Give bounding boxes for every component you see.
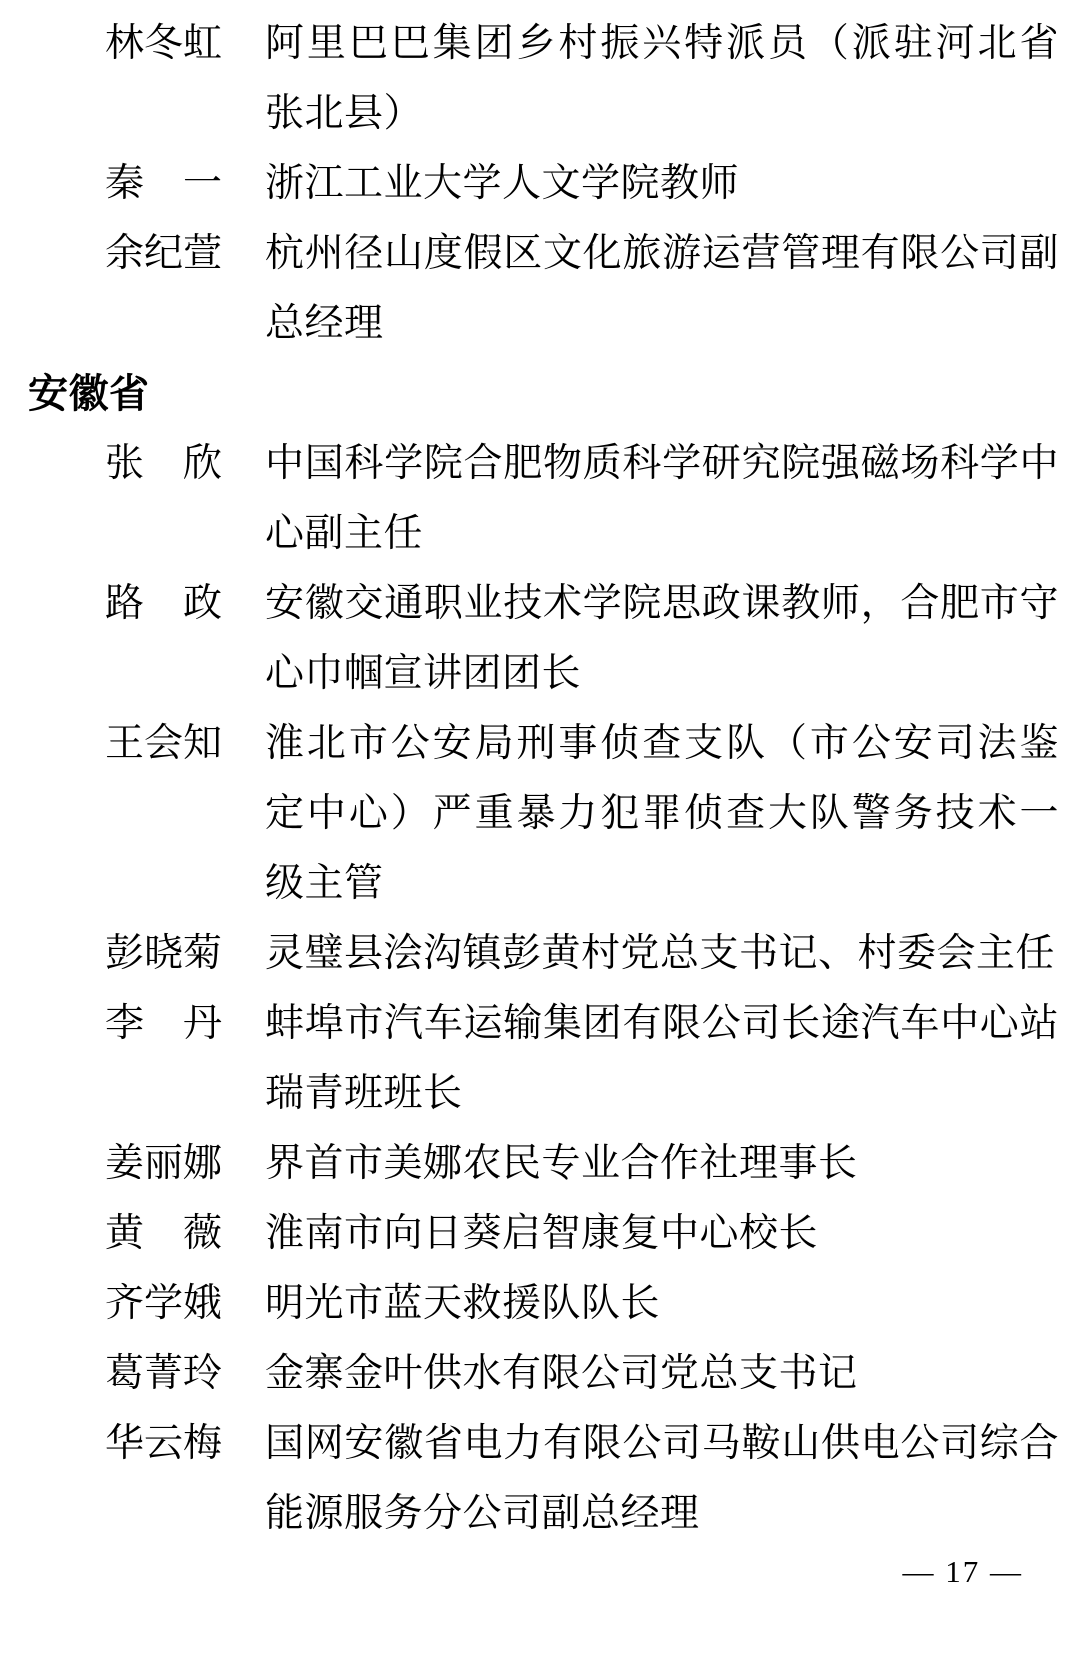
honoree-title bbox=[265, 1199, 1059, 1269]
honoree-entry bbox=[0, 149, 1080, 219]
honoree-entry bbox=[0, 1199, 1080, 1269]
province-section-header: 安徽省 bbox=[28, 372, 150, 416]
honoree-title-line: 张北县） bbox=[265, 92, 424, 135]
honoree-entry bbox=[0, 219, 1080, 359]
honoree-title bbox=[265, 1409, 1059, 1549]
honoree-title bbox=[265, 219, 1059, 359]
honoree-title-line: 定中心）严重暴力犯罪侦查大队警务技术一 bbox=[265, 792, 1059, 835]
honoree-title-line: 蚌埠市汽车运输集团有限公司长途汽车中心站 bbox=[265, 1002, 1059, 1045]
honoree-title-line: 心巾帼宣讲团团长 bbox=[265, 652, 582, 695]
honoree-title-line: 总经理 bbox=[265, 302, 384, 345]
honoree-title-line: 安徽交通职业技术学院思政课教师，合肥市守 bbox=[265, 582, 1059, 625]
honoree-title-line: 阿里巴巴集团乡村振兴特派员（派驻河北省 bbox=[265, 22, 1059, 65]
honoree-title bbox=[265, 1129, 1059, 1199]
honoree-entry bbox=[0, 9, 1080, 149]
honoree-title-line: 能源服务分公司副总经理 bbox=[265, 1492, 700, 1535]
honoree-title-line: 中国科学院合肥物质科学研究院强磁场科学中 bbox=[265, 442, 1059, 485]
honoree-name: 华云梅 bbox=[105, 1422, 223, 1465]
honoree-name: 齐学娥 bbox=[105, 1282, 223, 1325]
honoree-title-line: 界首市美娜农民专业合作社理事长 bbox=[265, 1142, 858, 1185]
honoree-name: 王会知 bbox=[105, 722, 223, 765]
honoree-title bbox=[265, 919, 1059, 989]
honoree-entry bbox=[0, 919, 1080, 989]
honoree-name: 余纪萱 bbox=[105, 232, 223, 275]
honoree-title-line: 瑞青班班长 bbox=[265, 1072, 463, 1115]
page-footer bbox=[0, 1549, 1080, 1595]
honoree-name: 姜丽娜 bbox=[105, 1142, 223, 1185]
honoree-title-line: 浙江工业大学人文学院教师 bbox=[265, 162, 740, 205]
honoree-entry bbox=[0, 429, 1080, 569]
honoree-entry bbox=[0, 1409, 1080, 1549]
honoree-name: 葛菁玲 bbox=[105, 1352, 223, 1395]
honoree-title bbox=[265, 1269, 1059, 1339]
honoree-entry bbox=[0, 1339, 1080, 1409]
honoree-title-line: 明光市蓝天救援队队长 bbox=[265, 1282, 661, 1325]
honoree-title-line: 金寨金叶供水有限公司党总支书记 bbox=[265, 1352, 858, 1395]
honoree-name: 路 政 bbox=[105, 582, 223, 625]
honoree-title bbox=[265, 569, 1059, 709]
honoree-name: 秦 一 bbox=[105, 162, 223, 205]
honoree-title bbox=[265, 1339, 1059, 1409]
honoree-entry bbox=[0, 1129, 1080, 1199]
honoree-title-line: 心副主任 bbox=[265, 512, 424, 555]
honoree-name: 林冬虹 bbox=[105, 22, 223, 65]
honoree-title bbox=[265, 429, 1059, 569]
honoree-title-line: 淮北市公安局刑事侦查支队（市公安司法鉴 bbox=[265, 722, 1059, 765]
honoree-name: 张 欣 bbox=[105, 442, 223, 485]
honoree-title bbox=[265, 709, 1059, 919]
page-number: — 17 — bbox=[902, 1554, 1023, 1589]
honoree-title bbox=[265, 149, 1059, 219]
honoree-title-line: 级主管 bbox=[265, 862, 384, 905]
honoree-title-line: 杭州径山度假区文化旅游运营管理有限公司副 bbox=[265, 232, 1059, 275]
honoree-title-line: 国网安徽省电力有限公司马鞍山供电公司综合 bbox=[265, 1422, 1059, 1465]
honoree-entry bbox=[0, 709, 1080, 919]
honoree-entry bbox=[0, 569, 1080, 709]
honoree-name: 彭晓菊 bbox=[105, 932, 223, 975]
honoree-title bbox=[265, 9, 1059, 149]
honoree-title-line: 淮南市向日葵启智康复中心校长 bbox=[265, 1212, 819, 1255]
honoree-entry bbox=[0, 989, 1080, 1129]
honoree-title-line: 灵璧县浍沟镇彭黄村党总支书记、村委会主任 bbox=[265, 932, 1056, 975]
honoree-entry bbox=[0, 1269, 1080, 1339]
honoree-title bbox=[265, 989, 1059, 1129]
honoree-name: 黄 薇 bbox=[105, 1212, 223, 1255]
honoree-name: 李 丹 bbox=[105, 1002, 223, 1045]
